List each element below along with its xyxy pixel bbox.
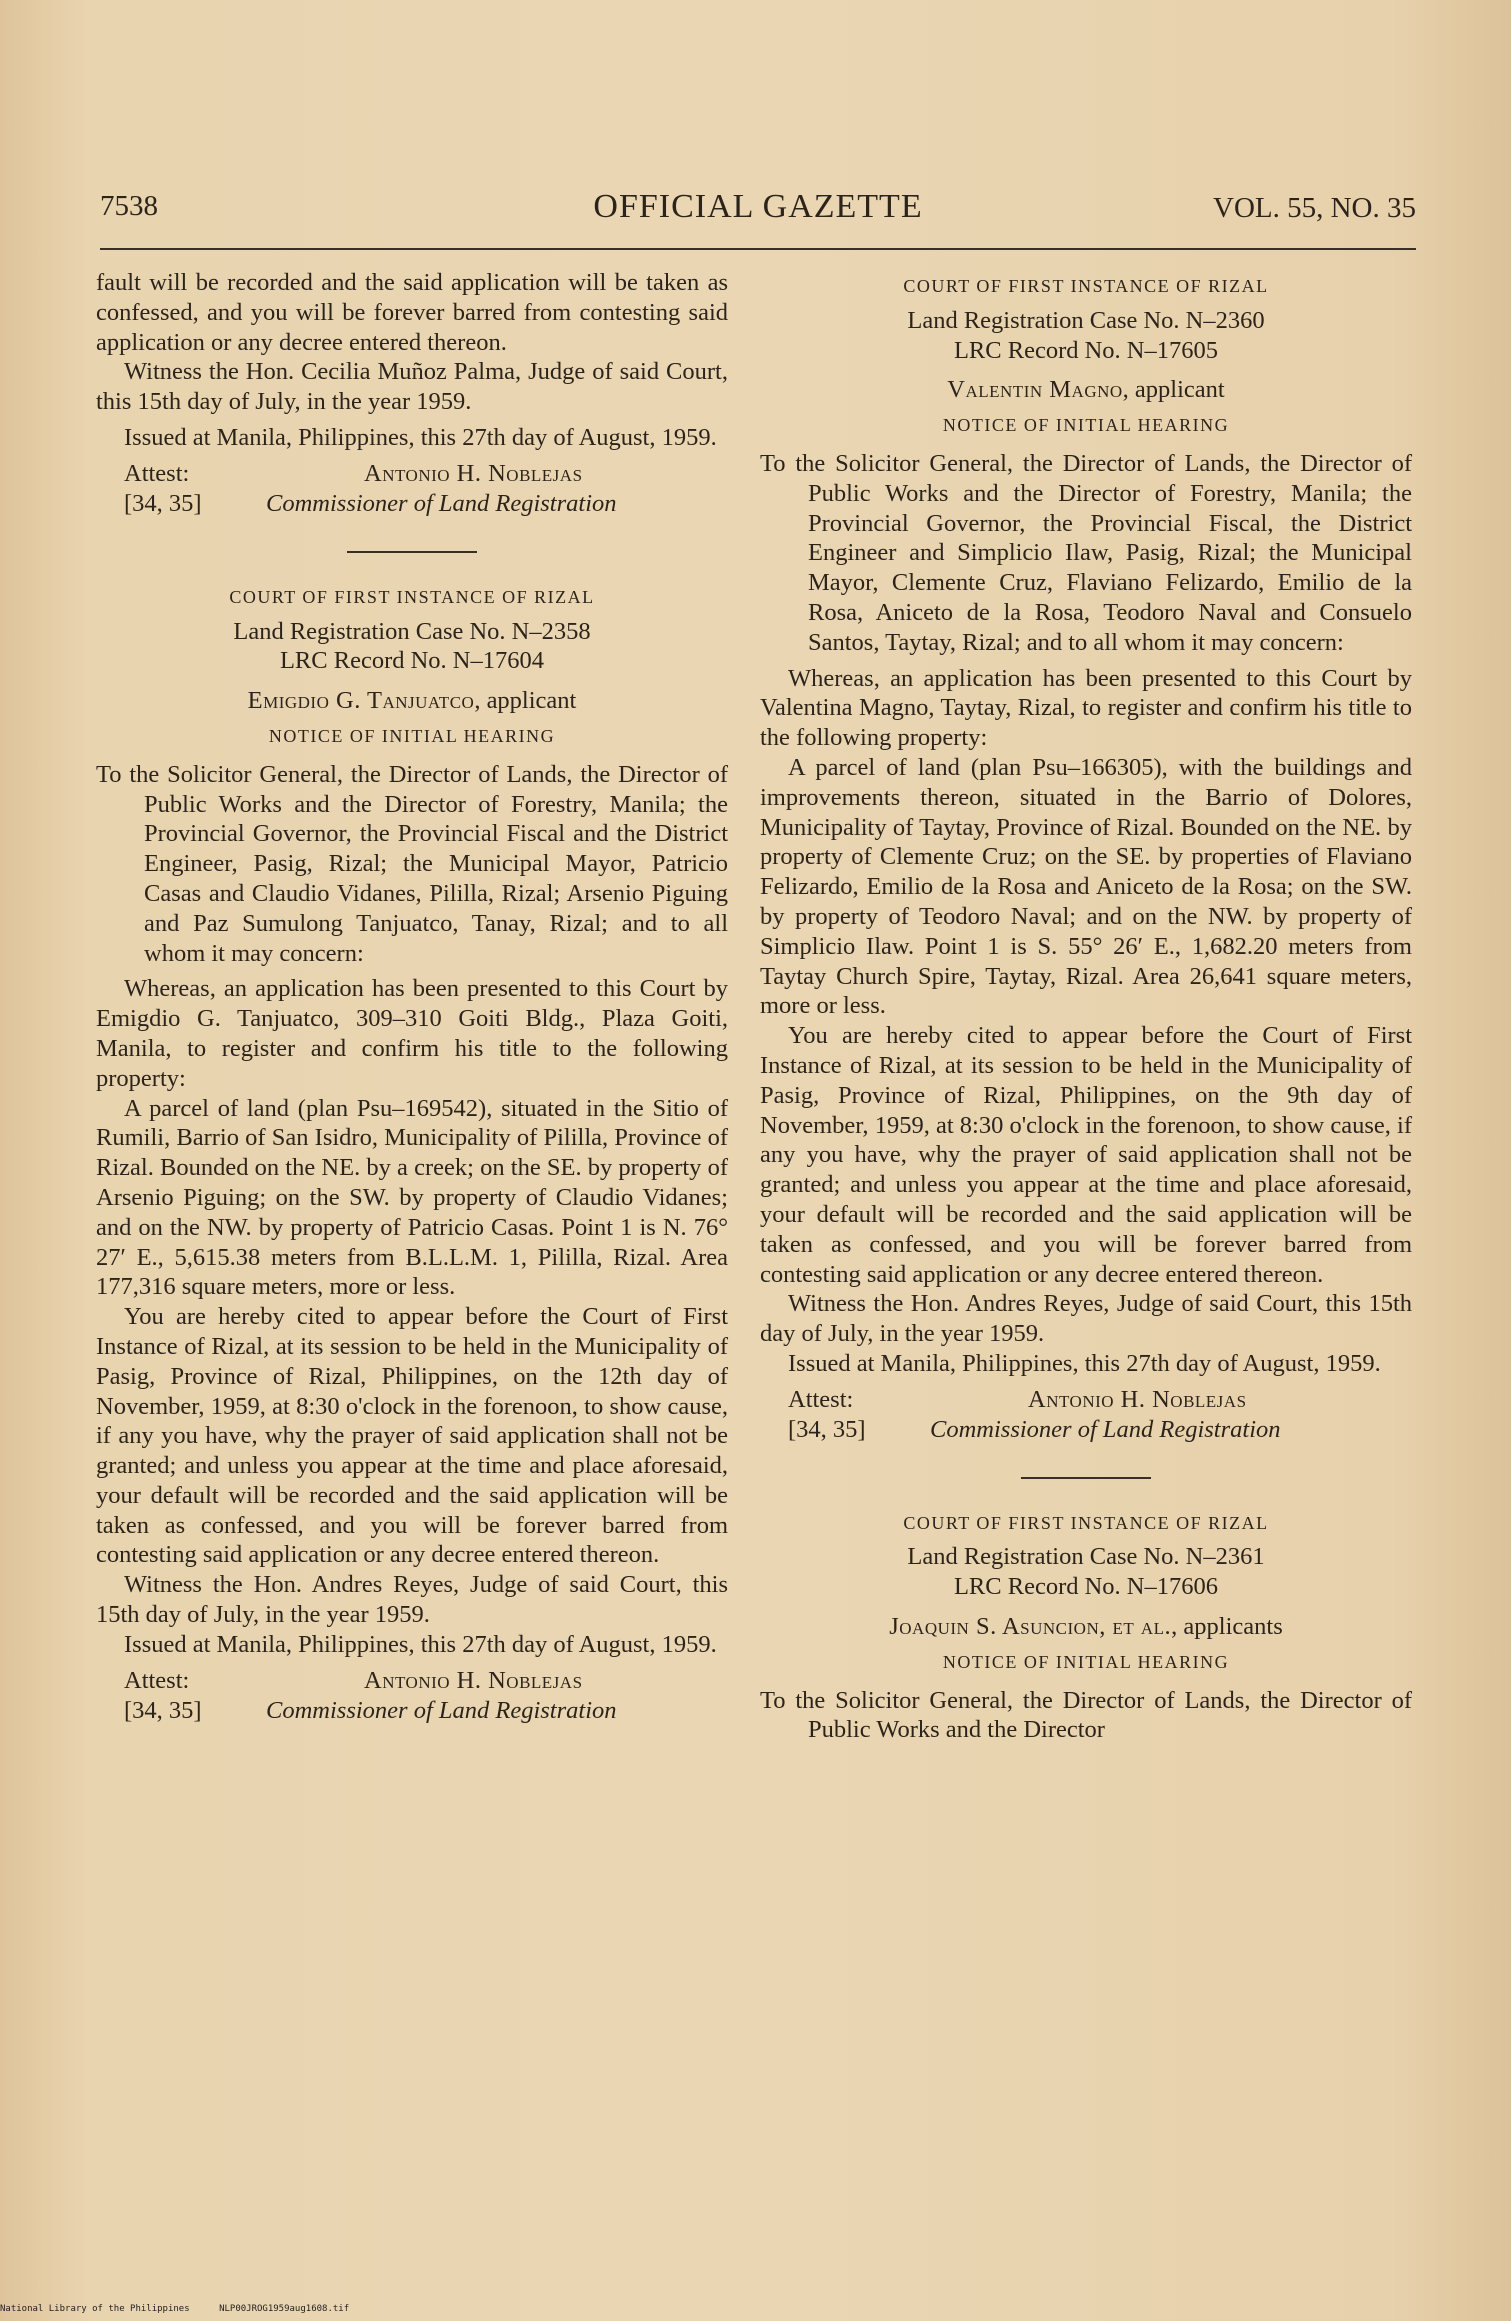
section-divider [347, 551, 477, 553]
lrc-record: LRC Record No. N–17606 [953, 1573, 1219, 1601]
applicant-suffix: , applicant [1122, 376, 1225, 404]
notice-heading: NOTICE OF INITIAL HEARING [942, 415, 1230, 436]
addressees-paragraph: To the Solicitor General, the Director of Lands, the Director of Public Works and the Director [760, 1686, 1412, 1744]
signatory-name: Antonio H. Noblejas [1028, 1385, 1247, 1413]
header-rule [100, 248, 1416, 250]
witness-paragraph: Witness the Hon. Andres Reyes, Judge of said Court, this 15th day of July, in the year 1959. [760, 1290, 1412, 1348]
signatory-title: Commissioner of Land Registration [266, 1696, 617, 1724]
attest-label: Attest: [788, 1385, 854, 1413]
signatory-title: Commissioner of Land Registration [930, 1415, 1281, 1443]
section-divider [1021, 1477, 1151, 1479]
applicant-line [760, 375, 1412, 405]
signatory-title: Commissioner of Land Registration [266, 489, 617, 517]
scan-footer [0, 2304, 373, 2314]
applicant-line [760, 1612, 1412, 1642]
library-credit: National Library of the Philippines [0, 2304, 190, 2314]
applicant-line [96, 686, 728, 716]
publication-title: OFFICIAL GAZETTE [593, 188, 923, 225]
court-heading: COURT OF FIRST INSTANCE OF RIZAL [903, 1512, 1269, 1533]
signatory-name: Antonio H. Noblejas [364, 1666, 583, 1694]
case-number: Land Registration Case No. N–2361 [907, 1543, 1265, 1571]
notice-heading: NOTICE OF INITIAL HEARING [942, 1651, 1230, 1672]
court-heading: COURT OF FIRST INSTANCE OF RIZAL [229, 586, 595, 607]
whereas-paragraph: Whereas, an application has been presented to this Court by Valentina Magno, Taytay, Rizal, to register and confirm his title to the following property: [760, 664, 1412, 752]
volume-number: VOL. 55, NO. 35 [1213, 192, 1416, 224]
reference-numbers: [34, 35] [124, 489, 202, 517]
right-column [760, 268, 1412, 1745]
notice-heading: NOTICE OF INITIAL HEARING [268, 725, 556, 746]
applicant-name: Valentin Magno [947, 376, 1123, 404]
issued-paragraph: Issued at Manila, Philippines, this 27th day of August, 1959. [124, 1630, 717, 1658]
court-heading: COURT OF FIRST INSTANCE OF RIZAL [903, 276, 1269, 296]
parcel-paragraph: A parcel of land (plan Psu–169542), situated in the Sitio of Rumili, Barrio of San Isidro, Municipality of Pililla, Province of Rizal. Bounded on the NE. by a creek; on the SE. by property of Arsenio Piguing; on the SW. by property of Claudio Vidanes; and on the NW. by property of Patricio Casas. Point 1 is N. 76° 27′ E., 5,615.38 meters from B.L.L.M. 1, Pililla, Rizal. Area 177,316 square meters, more or less. [96, 1094, 728, 1301]
issued-paragraph: Issued at Manila, Philippines, this 27th day of August, 1959. [788, 1349, 1381, 1377]
attest-label: Attest: [124, 1666, 190, 1694]
whereas-paragraph: Whereas, an application has been presented to this Court by Emigdio G. Tanjuatco, 309–310 Goiti Bldg., Plaza Goiti, Manila, to register and confirm his title to the following property: [96, 975, 728, 1092]
parcel-paragraph: A parcel of land (plan Psu–166305), with the buildings and improvements thereon, situated in the Barrio of Dolores, Municipality of Taytay, Province of Rizal. Bounded on the NE. by property of Clemente Cruz; on the SE. by properties of Flaviano Felizardo, Emilio de la Rosa and Aniceto de la Rosa; on the SW. by property of Teodoro Naval; and on the NW. by property of Simplicio Ilaw. Point 1 is S. 55° 26′ E., 1,682.20 meters from Taytay Church Spire, Taytay, Rizal. Area 26,641 square meters, more or less. [760, 753, 1412, 1020]
attest-label: Attest: [124, 459, 190, 487]
cited-paragraph: You are hereby cited to appear before the Court of First Instance of Rizal, at its session to be held in the Municipality of Pasig, Province of Rizal, Philippines, on the 9th day of November, 1959, at 8:30 o'clock in the forenoon, to show cause, if any you have, why the prayer of said application shall not be granted; and unless you appear at the time and place aforesaid, your default will be recorded and the said application will be taken as confessed, and you will be forever barred from contesting said application or any decree entered thereon. [760, 1022, 1412, 1288]
signature-block [96, 459, 728, 521]
addressees-paragraph: To the Solicitor General, the Director of Lands, the Director of Public Works and the Director of Forestry, Manila; the Provincial Governor, the Provincial Fiscal, the District Engineer and Simplicio Ilaw, Pasig, Rizal; the Municipal Mayor, Clemente Cruz, Flaviano Felizardo, Emilio de la Rosa, Aniceto de la Rosa, Teodoro Naval and Consuelo Santos, Taytay, Rizal; and to all whom it may concern: [760, 449, 1412, 656]
scan-filename: NLP00JROG1959aug1608.tif [219, 2304, 350, 2314]
witness-paragraph: Witness the Hon. Cecilia Muñoz Palma, Judge of said Court, this 15th day of July, in the year 1959. [96, 358, 728, 416]
witness-paragraph: Witness the Hon. Andres Reyes, Judge of said Court, this 15th day of July, in the year 1959. [96, 1571, 728, 1629]
page-header [100, 190, 1416, 240]
applicant-suffix: , applicant [474, 687, 577, 715]
case-number: Land Registration Case No. N–2358 [233, 617, 591, 645]
lrc-record: LRC Record No. N–17605 [953, 336, 1219, 364]
applicant-name: Joaquin S. Asuncion, et al. [889, 1613, 1172, 1641]
addressees-paragraph: To the Solicitor General, the Director of Lands, the Director of Public Works and the Director of Forestry, Manila; the Provincial Governor, the Provincial Fiscal and the District Engineer, Pasig, Rizal; the Municipal Mayor, Patricio Casas and Claudio Vidanes, Pililla, Rizal; Arsenio Piguing and Paz Sumulong Tanjuatco, Tanay, Rizal; and to all whom it may concern: [96, 760, 728, 967]
reference-numbers: [34, 35] [788, 1415, 866, 1443]
signature-block [96, 1666, 728, 1728]
left-column [96, 268, 728, 1728]
continued-paragraph: fault will be recorded and the said application will be taken as confessed, and you will be forever barred from contesting said application or any decree entered thereon. [96, 269, 728, 356]
applicant-suffix: , applicants [1171, 1613, 1283, 1641]
signature-block [760, 1385, 1412, 1447]
applicant-name: Emigdio G. Tanjuatco [247, 687, 475, 715]
page-number: 7538 [100, 190, 158, 222]
issued-paragraph: Issued at Manila, Philippines, this 27th day of August, 1959. [124, 423, 717, 451]
case-number: Land Registration Case No. N–2360 [907, 306, 1265, 334]
signatory-name: Antonio H. Noblejas [364, 459, 583, 487]
cited-paragraph: You are hereby cited to appear before the Court of First Instance of Rizal, at its session to be held in the Municipality of Pasig, Province of Rizal, Philippines, on the 12th day of November, 1959, at 8:30 o'clock in the forenoon, to show cause, if any you have, why the prayer of said application shall not be granted; and unless you appear at the time and place aforesaid, your default will be recorded and the said application will be taken as confessed, and you will be forever barred from contesting said application or any decree entered thereon. [96, 1303, 728, 1569]
reference-numbers: [34, 35] [124, 1696, 202, 1724]
lrc-record: LRC Record No. N–17604 [279, 647, 545, 675]
